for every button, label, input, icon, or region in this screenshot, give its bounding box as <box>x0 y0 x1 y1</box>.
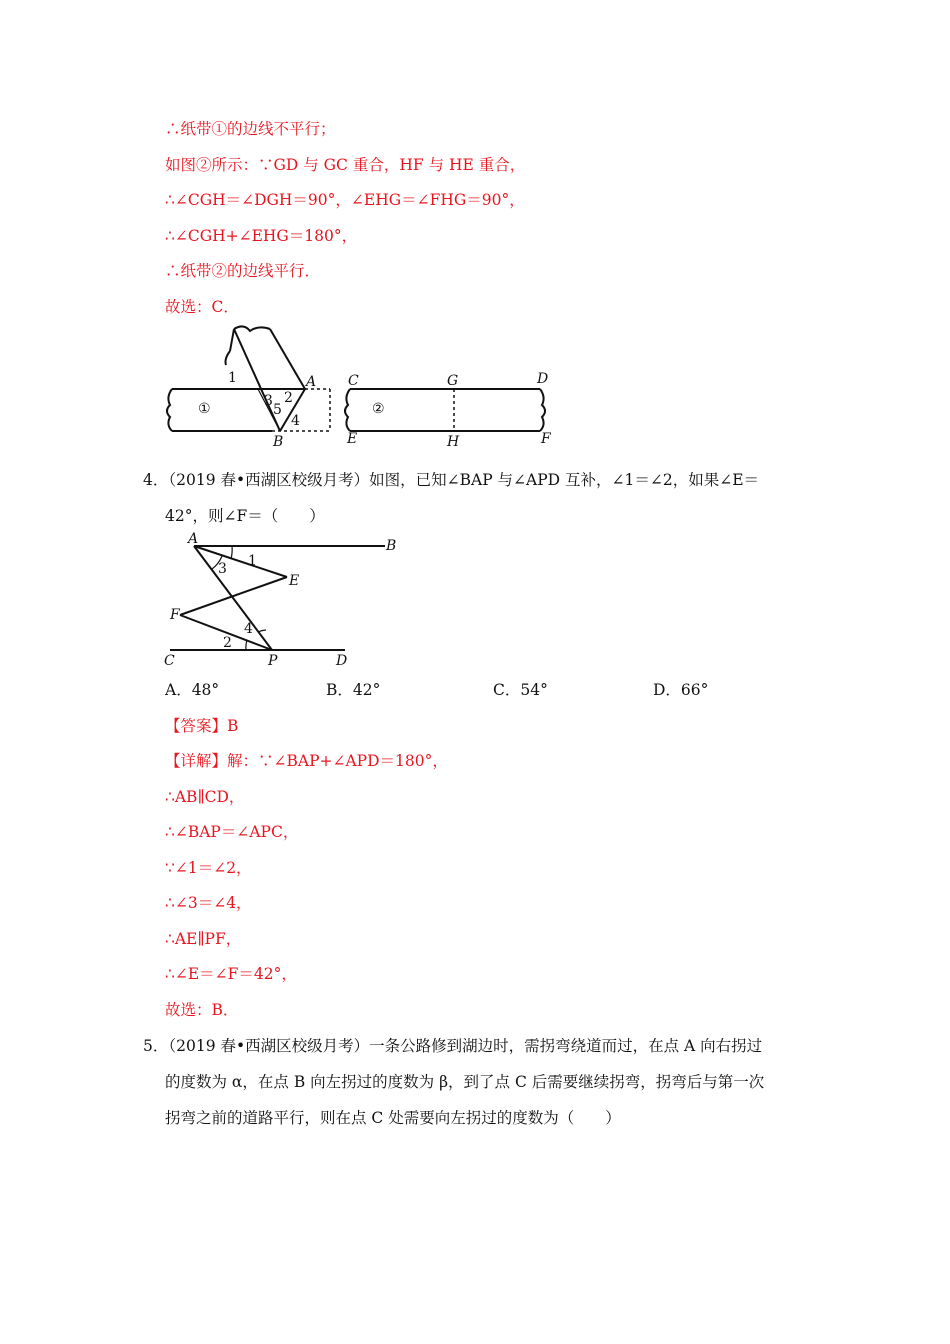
fig3-label-3: 3 <box>264 393 273 409</box>
fig3-label-1: 1 <box>228 370 237 386</box>
fig3-label-4: 4 <box>291 413 300 429</box>
question-5-line-2: 的度数为 α，在点 B 向左拐过的度数为 β，到了点 C 后需要继续拐弯，拐弯后与第一次 <box>165 1073 765 1091</box>
detail-line-1: 【详解】解：∵∠BAP+∠APD＝180°， <box>165 752 448 770</box>
detail-conclusion: 故选：B． <box>165 1001 239 1019</box>
detail-line-2: ∴AB∥CD， <box>165 788 245 806</box>
detail-line-7: ∴∠E＝∠F＝42°， <box>165 965 297 983</box>
question-4-stem-line-1: 4．（2019 春•西湖区校级月考）如图，已知∠BAP 与∠APD 互补，∠1＝∠2，如果∠E＝ <box>143 471 760 489</box>
fig3-label-H: H <box>447 434 460 450</box>
solution-line-4: ∴∠CGH+∠EHG＝180°， <box>165 227 358 245</box>
fig4-label-B: B <box>386 538 397 554</box>
fig3-label-A: A <box>306 374 317 390</box>
fig4-label-4: 4 <box>244 621 253 637</box>
question-4-figure <box>160 531 410 670</box>
fig3-label-5: 5 <box>273 402 282 418</box>
question-5-line-3: 拐弯之前的道路平行，则在点 C 处需要向左拐过的度数为（ ） <box>165 1109 621 1127</box>
fig3-label-2: 2 <box>284 390 293 406</box>
paper-strip-figure <box>160 325 600 450</box>
fig3-label-C: C <box>348 373 359 389</box>
fig4-label-D: D <box>336 653 348 669</box>
strip2-label: ② <box>372 401 385 417</box>
solution-line-1: ∴纸带①的边线不平行； <box>165 120 336 138</box>
fig4-label-P: P <box>268 653 278 669</box>
detail-line-4: ∵∠1＝∠2， <box>165 859 252 877</box>
answer-line: 【答案】B <box>165 717 239 735</box>
detail-line-6: ∴AE∥PF， <box>165 930 242 948</box>
fig4-label-E: E <box>289 573 300 589</box>
option-c[interactable]: C．54° <box>493 681 548 699</box>
fig4-label-A: A <box>188 531 199 547</box>
fig3-label-D: D <box>537 371 549 387</box>
fig4-label-1: 1 <box>248 553 257 569</box>
option-a[interactable]: A．48° <box>165 681 220 699</box>
strip1-label: ① <box>198 401 211 417</box>
fig3-label-G: G <box>447 373 459 389</box>
solution-conclusion: 故选：C． <box>165 298 239 316</box>
option-d[interactable]: D．66° <box>653 681 709 699</box>
question-4-stem-line-2: 42°，则∠F＝（ ） <box>165 507 325 525</box>
solution-line-2: 如图②所示：∵GD 与 GC 重合，HF 与 HE 重合， <box>165 156 526 174</box>
fig3-label-B: B <box>273 434 284 450</box>
option-b[interactable]: B．42° <box>326 681 381 699</box>
fig4-label-C: C <box>164 653 175 669</box>
detail-line-5: ∴∠3＝∠4， <box>165 894 252 912</box>
solution-line-3: ∴∠CGH＝∠DGH＝90°，∠EHG＝∠FHG＝90°， <box>165 191 525 209</box>
fig3-label-E: E <box>347 431 358 447</box>
solution-line-5: ∴纸带②的边线平行． <box>165 262 321 280</box>
fig4-label-3: 3 <box>218 561 227 577</box>
fig3-label-F: F <box>541 431 551 447</box>
fig4-label-F: F <box>170 607 180 623</box>
fig4-label-2: 2 <box>223 635 232 651</box>
detail-line-3: ∴∠BAP＝∠APC， <box>165 823 299 841</box>
question-5-line-1: 5．（2019 春•西湖区校级月考）一条公路修到湖边时，需拐弯绕道而过，在点 A 向右拐过 <box>143 1037 763 1055</box>
